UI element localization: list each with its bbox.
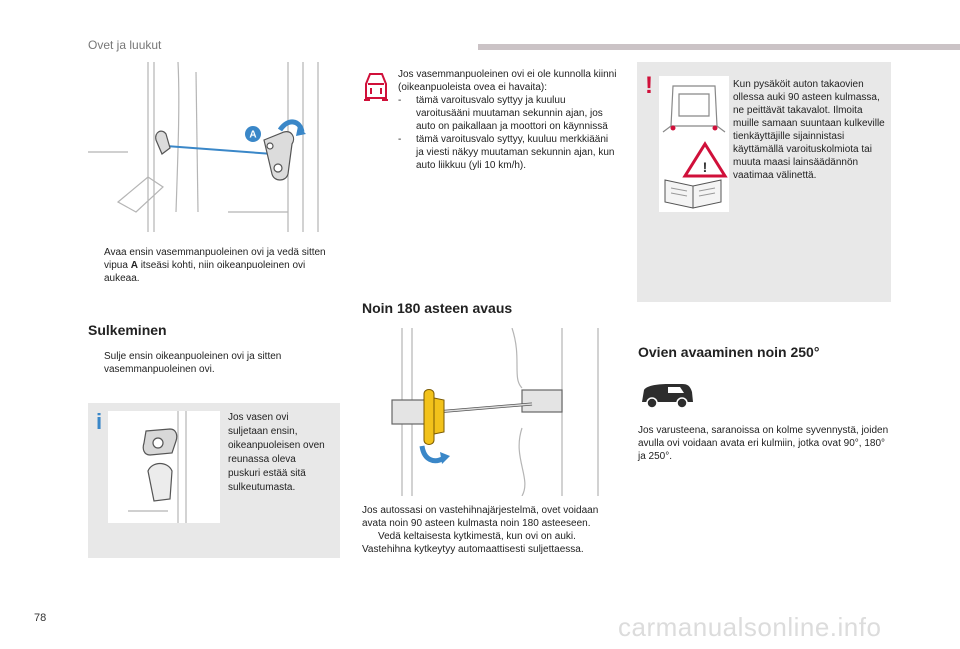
- door-warning-text: [398, 68, 618, 172]
- alert-box: [637, 62, 891, 302]
- page-number: 78: [34, 612, 47, 624]
- parking-illustration: [659, 76, 729, 212]
- door-warning-icon: [360, 70, 392, 106]
- door-warning-intro: Jos vasemmanpuoleinen ovi ei ole kunnolla kiinni (oikeanpuoleista ovea ei havaita):: [398, 69, 617, 93]
- bullet-marker: [88, 246, 104, 285]
- strap-bullet: Vedä keltaisesta kytkimestä, kun ovi on auki.: [378, 531, 576, 542]
- strap-text: [362, 504, 614, 556]
- dash-marker: -: [398, 134, 402, 145]
- alert-text: Kun pysäköit auton takaovien ollessa auki 90 asteen kulmassa, ne peittävät takavalot. Ilmoita muille samaan suuntaan kulkeville tienkäyttäjille sijainnistasi käyttämällä varoituskolmiota tai muuta maasi lainsäädännön vaatimaa välinettä.: [733, 79, 885, 181]
- closing-instruction: [88, 350, 340, 379]
- info-marker: i: [96, 409, 103, 434]
- bullet-marker: [88, 350, 104, 376]
- manual-book-icon: [665, 180, 721, 208]
- heading-250: Ovien avaaminen noin 250°: [638, 344, 820, 360]
- closing-instruction-text: Sulje ensin oikeanpuoleinen ovi ja sitten vasemmanpuoleinen ovi.: [104, 351, 282, 375]
- dash-item: - tämä varoitusvalo syttyy ja kuuluu varoitusääni muutaman sekunnin ajan, jos auto on paikallaan ja moottori on käynnissä: [398, 95, 608, 132]
- bumper-illustration: [108, 411, 220, 523]
- heading-180: Noin 180 asteen avaus: [362, 300, 513, 316]
- header-bar: [478, 44, 960, 50]
- door-latch-illustration: [88, 62, 338, 232]
- dash-item: - tämä varoitusvalo syttyy, kuuluu merkkiääni ja viesti näkyy muutaman sekunnin ajan, kun auto liikkuu (yli 10 km/h).: [398, 134, 615, 171]
- label-a: A: [249, 129, 257, 141]
- info-text: Jos vasen ovi suljetaan ensin, oikeanpuoleisen oven reunassa oleva puskuri estää sitä sulkeutumasta.: [228, 412, 325, 493]
- closing-heading: Sulkeminen: [88, 322, 167, 338]
- warning-triangle-icon: [685, 144, 725, 176]
- bullet-marker: [362, 530, 378, 543]
- strap-end: Vastehihna kytkeytyy automaattisesti suljettaessa.: [362, 544, 584, 555]
- watermark: carmanualsonline.info: [618, 612, 882, 642]
- text-250: Jos varusteena, saranoissa on kolme syvennystä, joiden avulla ovi voidaan avata eri kulmiin, jotka ovat 90°, 180° ja 250°.: [638, 425, 889, 462]
- alert-marker: !: [645, 72, 653, 99]
- strap-intro: Jos autossasi on vastehihnajärjestelmä, ovet voidaan avata noin 90 asteen kulmasta noin 180 asteeseen.: [362, 505, 599, 529]
- svg-text:!: !: [702, 159, 708, 175]
- strap-illustration: [362, 328, 607, 496]
- dash-marker: -: [398, 95, 402, 106]
- open-instruction-text: Avaa ensin vasemmanpuoleinen ovi ja vedä sitten vipua A itseäsi kohti, niin oikeanpuoleinen ovi aukeaa.: [104, 247, 326, 284]
- van-silhouette-icon: [638, 378, 696, 412]
- lever-label: A: [130, 260, 138, 271]
- section-title: Ovet ja luukut: [88, 38, 162, 52]
- open-instruction: [88, 246, 340, 288]
- info-box: [88, 403, 340, 558]
